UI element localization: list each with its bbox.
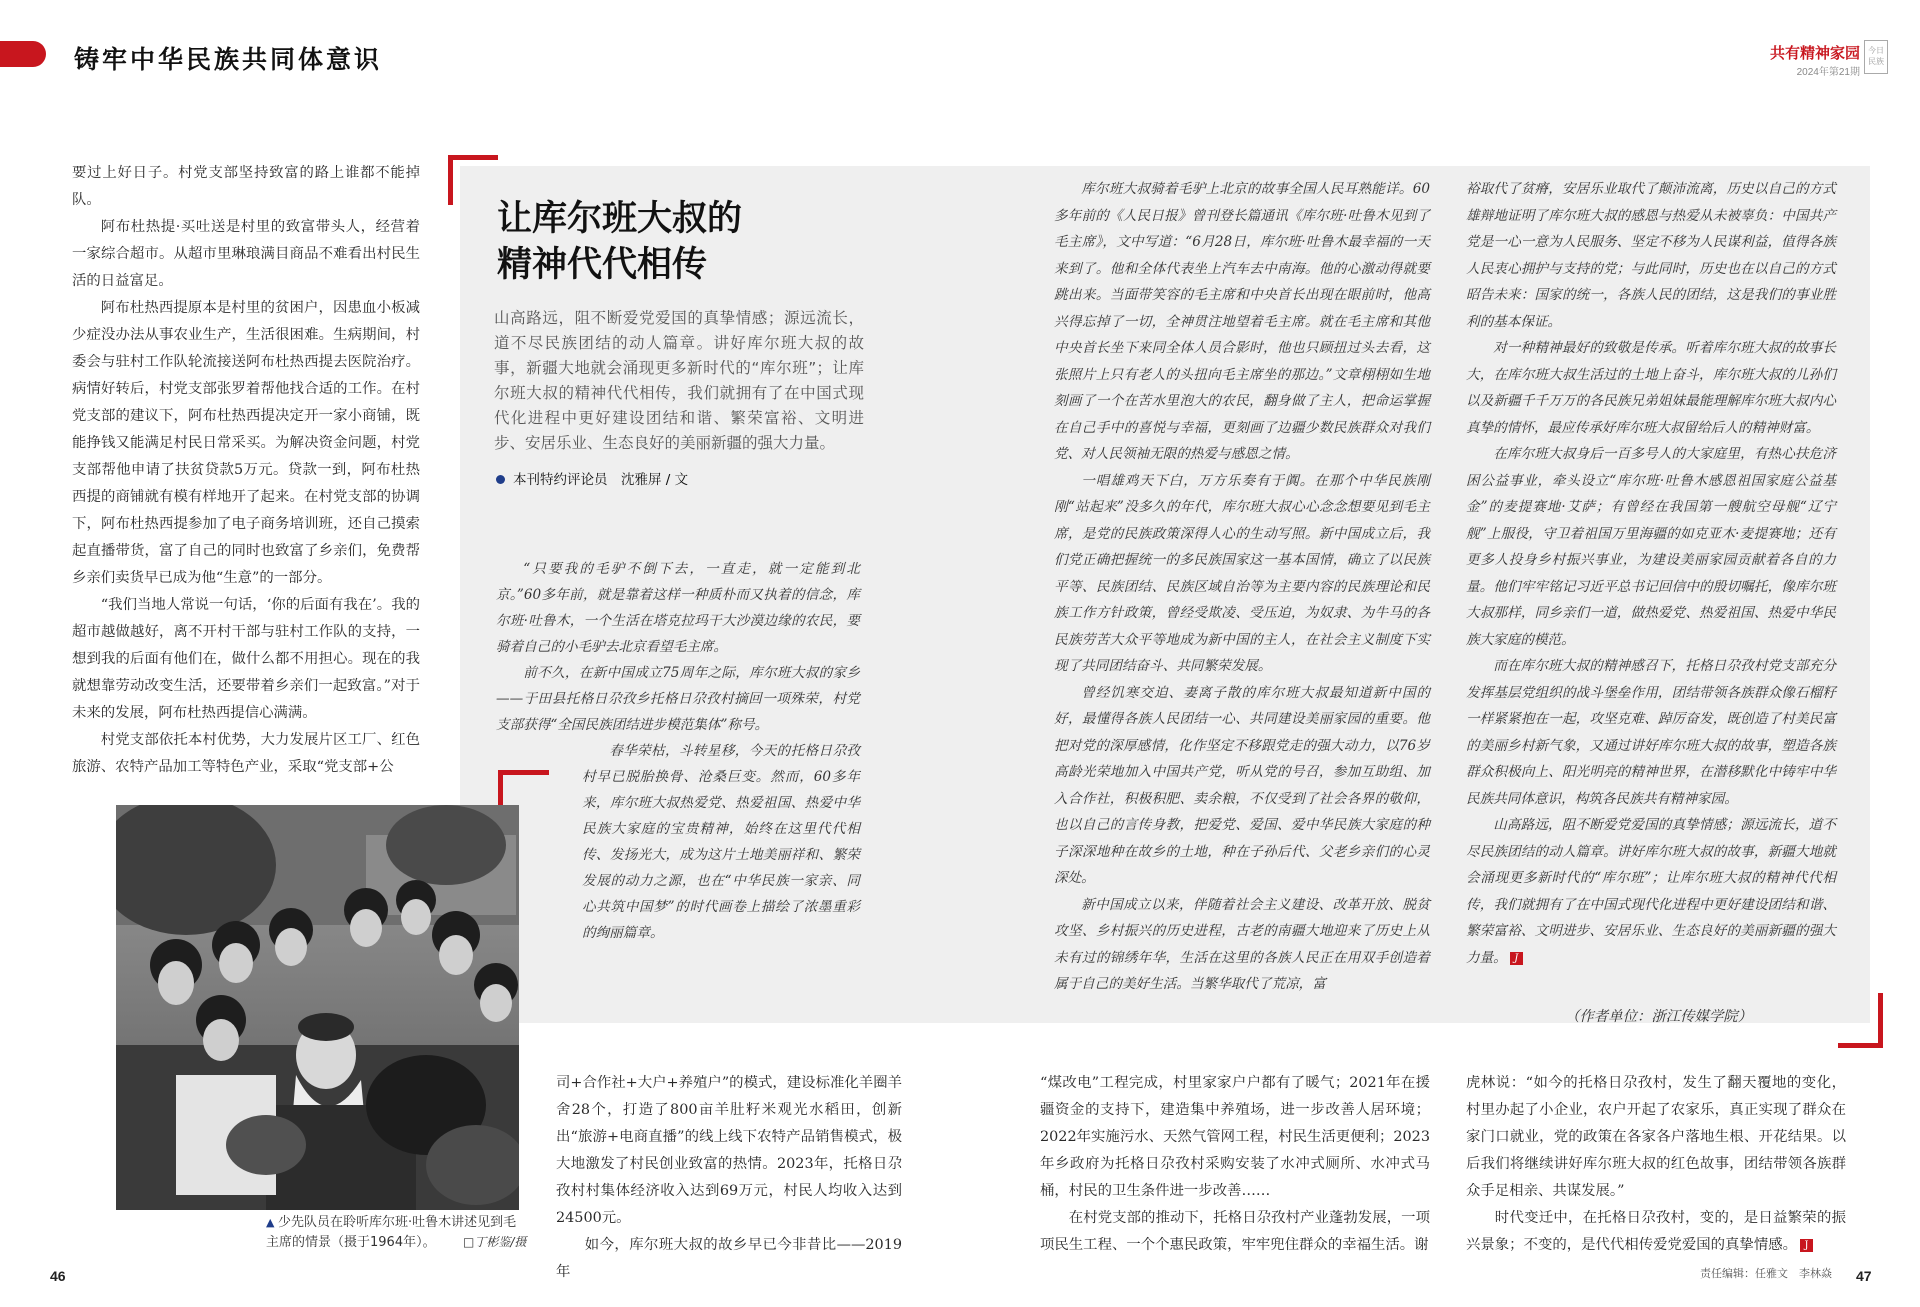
bullet-icon xyxy=(496,475,505,484)
issue-number: 2024年第21期 xyxy=(1796,67,1860,78)
page-number-left: 46 xyxy=(50,1268,66,1284)
bottom-text-column-2 xyxy=(1040,1070,1430,1259)
byline-text: 本刊特约评论员 沈雅屏 / 文 xyxy=(513,472,689,488)
paragraph: 阿布杜热提·买吐送是村里的致富带头人，经营着一家综合超市。从超市里琳琅满目商品不难看出村民生活的日益富足。 xyxy=(72,219,420,289)
paragraph: 一唱雄鸡天下白，万方乐奏有于阗。在那个中华民族刚刚“站起来”没多久的年代，库尔班大叔心心念念想要见到毛主席，是党的民族政策深得人心的生动写照。新中国成立后，我们党正确把握统一的多民族国家这一基本国情，确立了以民族平等、民族团结、民族区域自治等为主要内容的民族理论和民族工作方针政策，曾经受欺凌、受压迫，为奴隶、为牛马的各民族劳苦大众平等地成为新中国的主人，在社会主义制度下实现了共同团结奋斗、共同繁荣发展。 xyxy=(1054,472,1430,674)
brand-logo-box: 今日民族 xyxy=(1864,40,1888,74)
paragraph: 库尔班大叔骑着毛驴上北京的故事全国人民耳熟能详。60多年前的《人民日报》曾刊登长篇通讯《库尔班·吐鲁木见到了毛主席》，文中写道：“6月28日，库尔班·吐鲁木最幸福的一天来到了。他和全体代表坐上汽车去中南海。他的心激动得就要跳出来。当面带笑容的毛主席和中央首长出现在眼前时，他高兴得忘掉了一切，全神贯注地望着毛主席。就在毛主席和其他中央首长坐下来同全体人员合影时，他也只顾扭过头去看，这张照片上只有老人的头扭向毛主席坐的那边。”文章栩栩如生地刻画了一个在苦水里泡大的农民，翻身做了主人，把命运掌握在自己手中的喜悦与幸福，更刻画了边疆少数民族群众对我们党、对人民领袖无限的热爱与感恩之情。 xyxy=(1054,181,1430,462)
bottom-text-column-3 xyxy=(1466,1070,1846,1259)
photo-credit: □丁彬鉴/摄 xyxy=(463,1235,527,1249)
historical-photo xyxy=(116,805,519,1210)
paragraph xyxy=(1466,812,1836,971)
paragraph: 阿布杜热西提原本是村里的贫困户，因患血小板减少症没办法从事农业生产，生活很困难。生病期间，村委会与驻村工作队轮流接送阿布杜热西提去医院治疗。病情好转后，村党支部张罗着帮他找合适的工作。在村党支部的建议下，阿布杜热西提决定开一家小商铺，既能挣钱又能满足村民日常采买。为解决资金问题，村党支部帮他申请了扶贫贷款5万元。贷款一到，阿布杜热西提的商铺就有模有样地开了起来。在村党支部的协调下，阿布杜热西提参加了电子商务培训班，还自己摸索起直播带货，富了自己的同时也致富了乡亲们，免费帮乡亲们卖货早已成为他“生意”的一部分。 xyxy=(72,300,420,586)
paragraph: 如今，库尔班大叔的故乡早已今非昔比——2019年 xyxy=(556,1237,902,1280)
paragraph: 要过上好日子。村党支部坚持致富的路上谁都不能掉队。 xyxy=(72,165,420,208)
paragraph: 司+合作社+大户+养殖户”的模式，建设标准化羊圈羊舍28个，打造了800亩羊肚籽米观光水稻田，创新出“旅游+电商直播”的线上线下农特产品销售模式，极大地激发了村民创业致富的热情。2023年，托格日尕孜村村集体经济收入达到69万元，村民人均收入达到24500元。 xyxy=(556,1075,902,1226)
paragraph: 前不久，在新中国成立75周年之际，库尔班大叔的家乡——于田县托格日尕孜乡托格日尕孜村摘回一项殊荣，村党支部获得“全国民族团结进步模范集体”称号。 xyxy=(496,665,860,733)
caption-text: 少先队员在聆听库尔班·吐鲁木讲述见到毛主席的情景（摄于1964年）。 xyxy=(266,1215,517,1250)
triangle-icon: ▲ xyxy=(266,1216,278,1229)
author-affiliation: （作者单位：浙江传媒学院） xyxy=(1565,1009,1753,1025)
brand-name: 共有精神家园 xyxy=(1769,45,1860,62)
commentary-column-1 xyxy=(496,556,860,946)
bottom-text-column-1 xyxy=(556,1070,902,1286)
section-title: 铸牢中华民族共同体意识 xyxy=(74,45,383,74)
left-text-column xyxy=(72,160,420,781)
commentary-column-2 xyxy=(1054,176,1430,998)
article-lead: 山高路远，阻不断爱党爱国的真挚情感；源远流长，道不尽民族团结的动人篇章。讲好库尔班大叔的故事，新疆大地就会涌现更多新时代的“库尔班”；让库尔班大叔的精神代代相传，我们就拥有了在中国式现代化进程中更好建设团结和谐、繁荣富裕、文明进步、安居乐业、生态良好的美丽新疆的强大力量。 xyxy=(494,309,864,452)
paragraph: 在村党支部的推动下，托格日尕孜村产业蓬勃发展，一项项民生工程、一个个惠民政策，牢牢兜住群众的幸福生活。谢 xyxy=(1040,1210,1430,1253)
paragraph: 对一种精神最好的致敬是传承。听着库尔班大叔的故事长大，在库尔班大叔生活过的土地上奋斗，库尔班大叔的儿孙们以及新疆千千万万的各民族兄弟姐妹最能理解库尔班大叔内心真挚的情怀，最应传承好库尔班大叔留给后人的精神财富。 xyxy=(1466,340,1836,436)
article-headline xyxy=(497,196,742,288)
paragraph: 村党支部依托本村优势，大力发展片区工厂、红色旅游、农特产品加工等特色产业，采取“党支部+公 xyxy=(72,732,420,775)
end-mark-icon: J xyxy=(1800,1239,1813,1252)
paragraph: 曾经饥寒交迫、妻离子散的库尔班大叔最知道新中国的好，最懂得各族人民团结一心、共同建设美丽家园的重要。他把对党的深厚感情，化作坚定不移跟党走的强大动力，以76岁高龄光荣地加入中国共产党，听从党的号召，参加互助组、加入合作社，积极积肥、卖余粮，不仅受到了社会各界的敬仰，也以自己的言传身教，把爱党、爱国、爱中华民族大家庭的种子深深地种在故乡的土地，种在子孙后代、父老乡亲们的心灵深处。 xyxy=(1054,684,1430,886)
paragraph: 春华荣枯，斗转星移，今天的托格日尕孜村早已脱胎换骨、沧桑巨变。然而，60多年来，库尔班大叔热爱党、热爱祖国、热爱中华民族大家庭的宝贵精神，始终在这里代代相传、发扬光大，成为这片土地美丽祥和、繁荣发展的动力之源，也在“中华民族一家亲、同心共筑中国梦”的时代画卷上描绘了浓墨重彩的绚丽篇章。 xyxy=(582,743,860,941)
corner-bracket-bottom-right xyxy=(1838,993,1883,1048)
paragraph xyxy=(1466,1205,1846,1259)
corner-bracket-top-left xyxy=(448,155,498,205)
byline xyxy=(496,468,688,488)
paragraph: 裕取代了贫瘠，安居乐业取代了颠沛流离，历史以自己的方式雄辩地证明了库尔班大叔的感恩与热爱从未被辜负：中国共产党是一心一意为人民服务、坚定不移为人民谋利益，值得各族人民衷心拥护与支持的党；与此同时，历史也在以自己的方式昭告未来：国家的统一，各族人民的团结，这是我们的事业胜利的基本保证。 xyxy=(1466,181,1836,330)
responsible-editor: 责任编辑：任雅文 李林焱 xyxy=(1700,1267,1832,1280)
magazine-brand xyxy=(1770,42,1860,78)
end-mark-icon: J xyxy=(1510,952,1523,965)
headline-line: 让库尔班大叔的 xyxy=(497,199,743,239)
paragraph-text: 山高路远，阻不断爱党爱国的真挚情感；源远流长，道不尽民族团结的动人篇章。讲好库尔班大叔的故事，新疆大地就会涌现更多新时代的“库尔班”；让库尔班大叔的精神代代相传，我们就拥有了在中国式现代化进程中更好建设团结和谐、繁荣富裕、文明进步、安居乐业、生态良好的美丽新疆的强大力量。 xyxy=(1466,817,1836,966)
paragraph: 在库尔班大叔身后一百多号人的大家庭里，有热心扶危济困公益事业，牵头设立“库尔班·吐鲁木感恩祖国家庭公益基金”的麦提赛地·艾萨；有曾经在我国第一艘航空母舰“辽宁舰”上服役，守卫着祖国万里海疆的如克亚木·麦提赛地；还有更多人投身乡村振兴事业，为建设美丽家园贡献着各自的力量。他们牢牢铭记习近平总书记回信中的殷切嘱托，像库尔班大叔那样，同乡亲们一道，做热爱党、热爱祖国、热爱中华民族大家庭的模范。 xyxy=(1466,446,1836,648)
page-number-right: 47 xyxy=(1856,1268,1872,1284)
paragraph: “煤改电”工程完成，村里家家户户都有了暖气；2021年在援疆资金的支持下，建造集中养殖场，进一步改善人居环境；2022年实施污水、天然气管网工程，村民生活更便利；2023年乡政府为托格日尕孜村采购安装了水冲式厕所、水冲式马桶，村民的卫生条件进一步改善…… xyxy=(1040,1075,1430,1199)
paragraph: “我们当地人常说一句话，‘你的后面有我在’。我的超市越做越好，离不开村干部与驻村工作队的支持，一想到我的后面有他们在，做什么都不用担心。现在的我就想靠劳动改变生活，还要带着乡亲们一起致富。”对于未来的发展，阿布杜热西提信心满满。 xyxy=(72,597,420,721)
commentary-column-3 xyxy=(1466,176,1836,971)
paragraph: 虎林说：“如今的托格日尕孜村，发生了翻天覆地的变化，村里办起了小企业，农户开起了农家乐，真正实现了群众在家门口就业，党的政策在各家各户落地生根、开花结果。以后我们将继续讲好库尔班大叔的红色故事，团结带领各族群众手足相亲、共谋发展。” xyxy=(1466,1075,1846,1199)
paragraph: 新中国成立以来，伴随着社会主义建设、改革开放、脱贫攻坚、乡村振兴的历史进程，古老的南疆大地迎来了历史上从未有过的锦绣年华，生活在这里的各族人民正在用双手创造着属于自己的美好生活。当繁华取代了荒凉，富 xyxy=(1054,896,1430,992)
paragraph-text: 时代变迁中，在托格日尕孜村，变的，是日益繁荣的振兴景象；不变的，是代代相传爱党爱国的真挚情感。 xyxy=(1466,1210,1846,1253)
section-tab-marker xyxy=(0,41,46,67)
paragraph: 而在库尔班大叔的精神感召下，托格日尕孜村党支部充分发挥基层党组织的战斗堡垒作用，团结带领各族群众像石榴籽一样紧紧抱在一起，攻坚克难、踔厉奋发，既创造了村美民富的美丽乡村新气象，又通过讲好库尔班大叔的故事，塑造各族群众积极向上、阳光明亮的精神世界，在潜移默化中铸牢中华民族共同体意识，构筑各民族共有精神家园。 xyxy=(1466,658,1836,807)
headline-line: 精神代代相传 xyxy=(497,245,708,285)
paragraph: “只要我的毛驴不倒下去，一直走，就一定能到北京。”60多年前，就是靠着这样一种质朴而又执着的信念，库尔班·吐鲁木，一个生活在塔克拉玛干大沙漠边缘的农民，要骑着自己的小毛驴去北京看望毛主席。 xyxy=(496,561,860,655)
